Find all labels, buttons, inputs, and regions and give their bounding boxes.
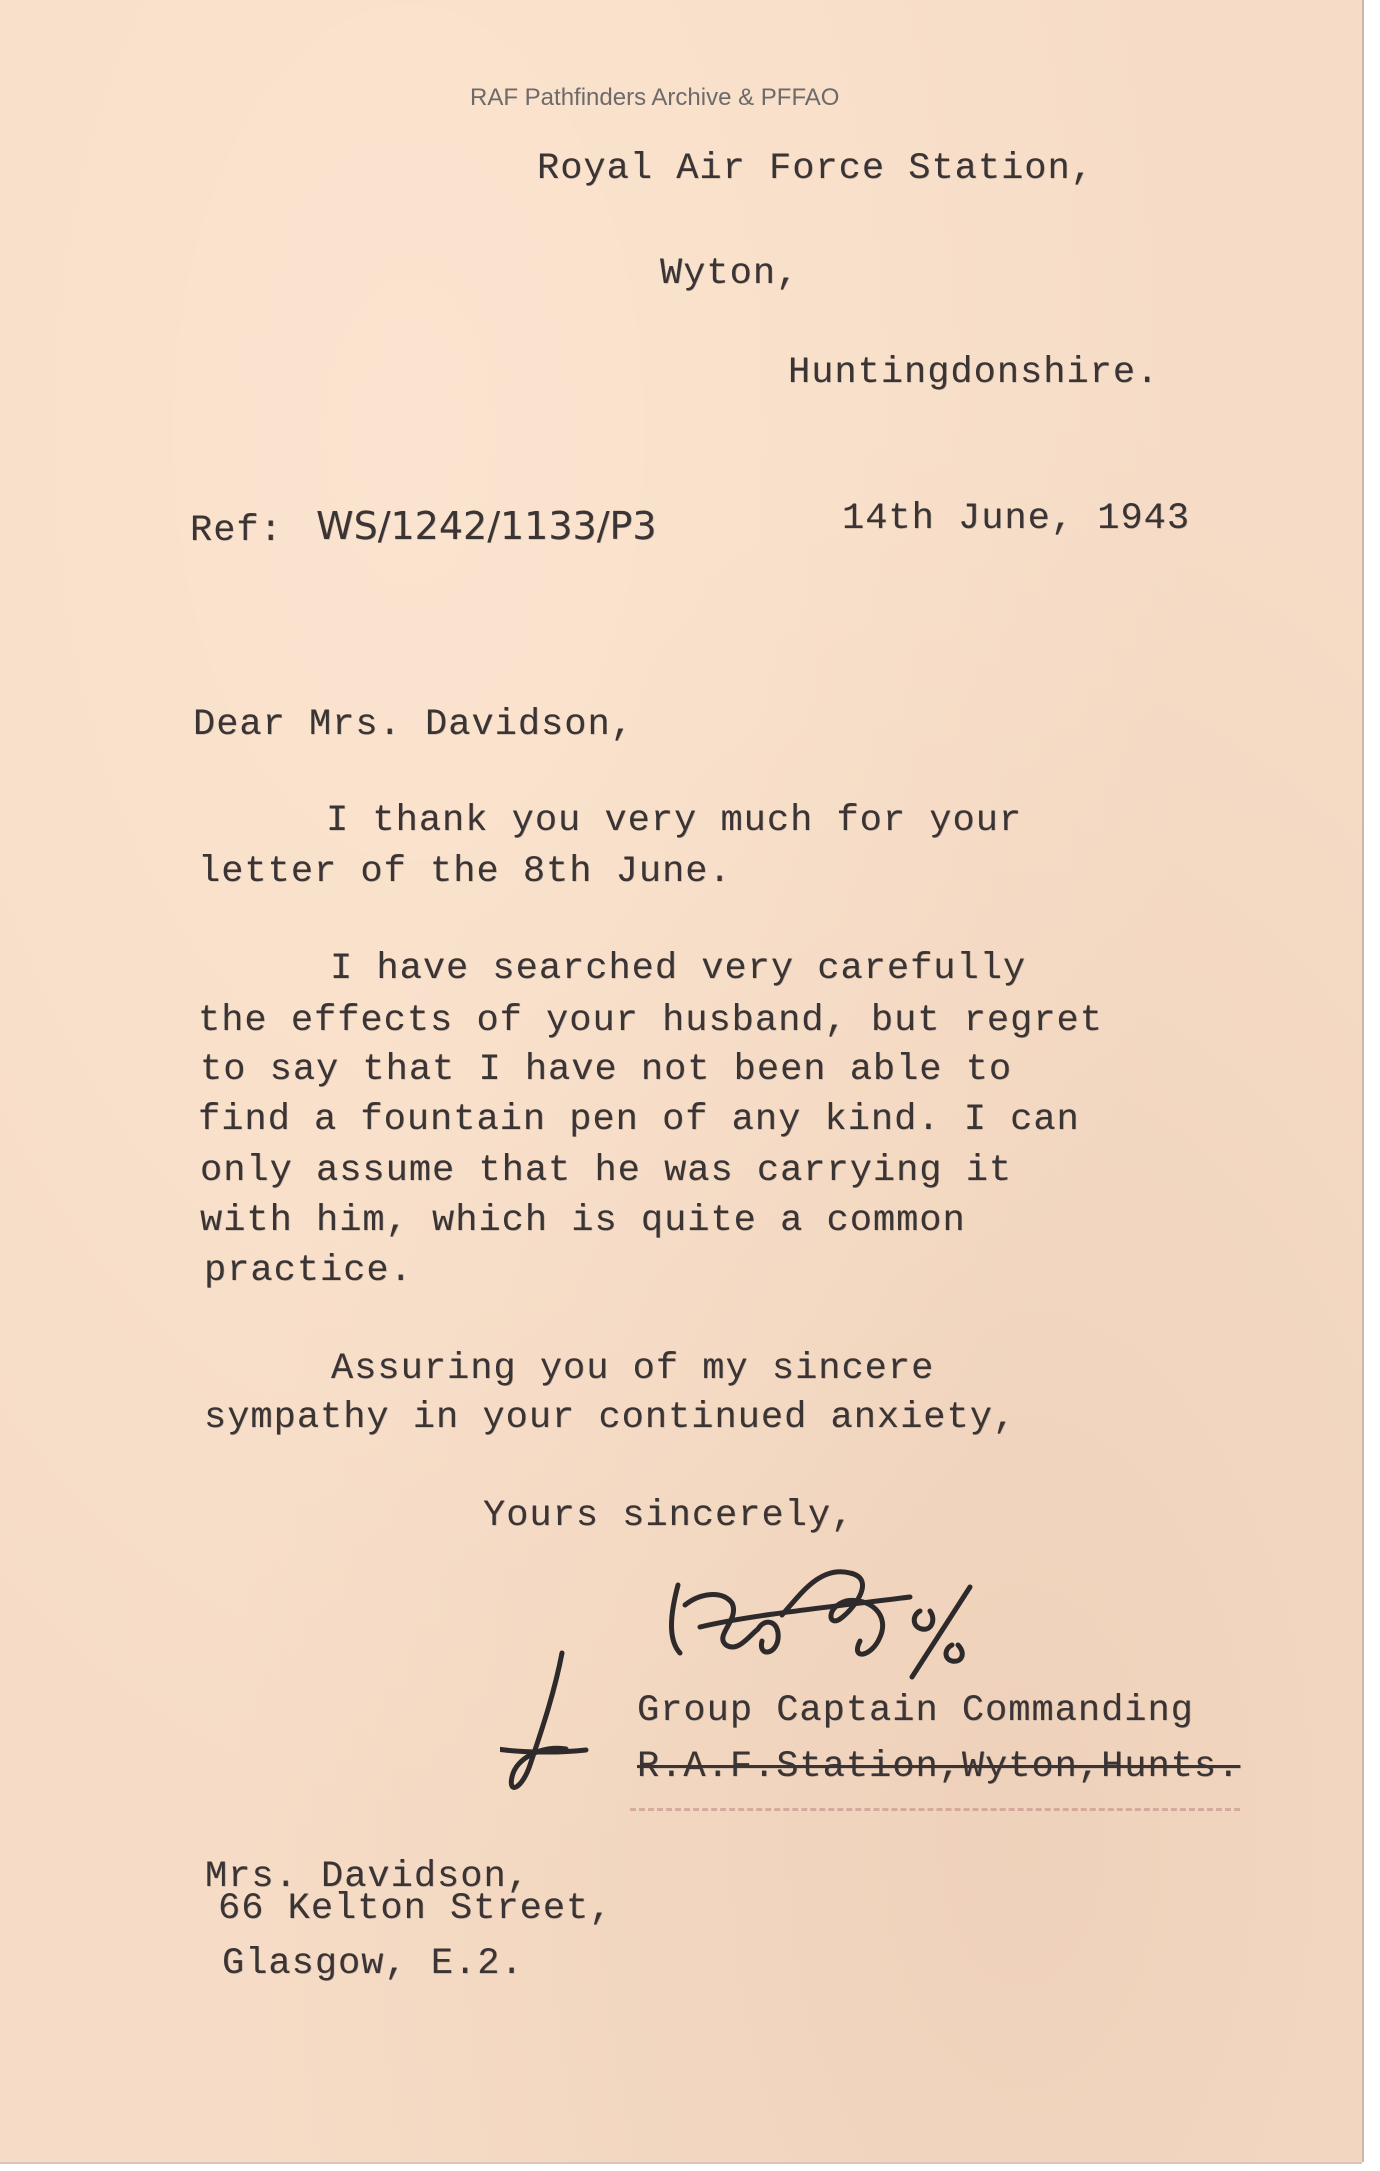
address-line-2: Wyton,: [660, 253, 800, 295]
body-line: Assuring you of my sincere: [331, 1348, 935, 1390]
archive-watermark: RAF Pathfinders Archive & PFFAO: [470, 84, 840, 111]
body-line: with him, which is quite a common: [200, 1200, 966, 1242]
recipient-city: Glasgow, E.2.: [222, 1943, 524, 1985]
salutation: Dear Mrs. Davidson,: [193, 704, 634, 746]
signatory-title: Group Captain Commanding: [637, 1690, 1194, 1732]
reference-value: WS/1242/1133/P3: [316, 504, 657, 548]
body-line: practice.: [204, 1250, 413, 1292]
body-line: the effects of your husband, but regret: [198, 1000, 1103, 1042]
body-line: sympathy in your continued anxiety,: [204, 1397, 1017, 1439]
closing: Yours sincerely,: [483, 1495, 855, 1537]
letter-date: 14th June, 1943: [842, 498, 1191, 540]
body-line: find a fountain pen of any kind. I can: [198, 1099, 1080, 1141]
body-line: I thank you very much for your: [326, 800, 1023, 842]
recipient-street: 66 Kelton Street,: [218, 1888, 613, 1930]
body-line: to say that I have not been able to: [200, 1049, 1013, 1091]
reference-label: Ref:: [190, 510, 283, 552]
signatory-station: R.A.F.Station,Wyton,Hunts.: [637, 1746, 1241, 1788]
body-line: only assume that he was carrying it: [200, 1150, 1013, 1192]
address-line-1: Royal Air Force Station,: [537, 148, 1094, 190]
recipient-name: Mrs. Davidson,: [205, 1856, 530, 1898]
dashed-divider: [630, 1808, 1240, 1811]
body-line: letter of the 8th June.: [198, 851, 732, 893]
body-line: I have searched very carefully: [330, 948, 1027, 990]
address-line-3: Huntingdonshire.: [788, 352, 1160, 394]
